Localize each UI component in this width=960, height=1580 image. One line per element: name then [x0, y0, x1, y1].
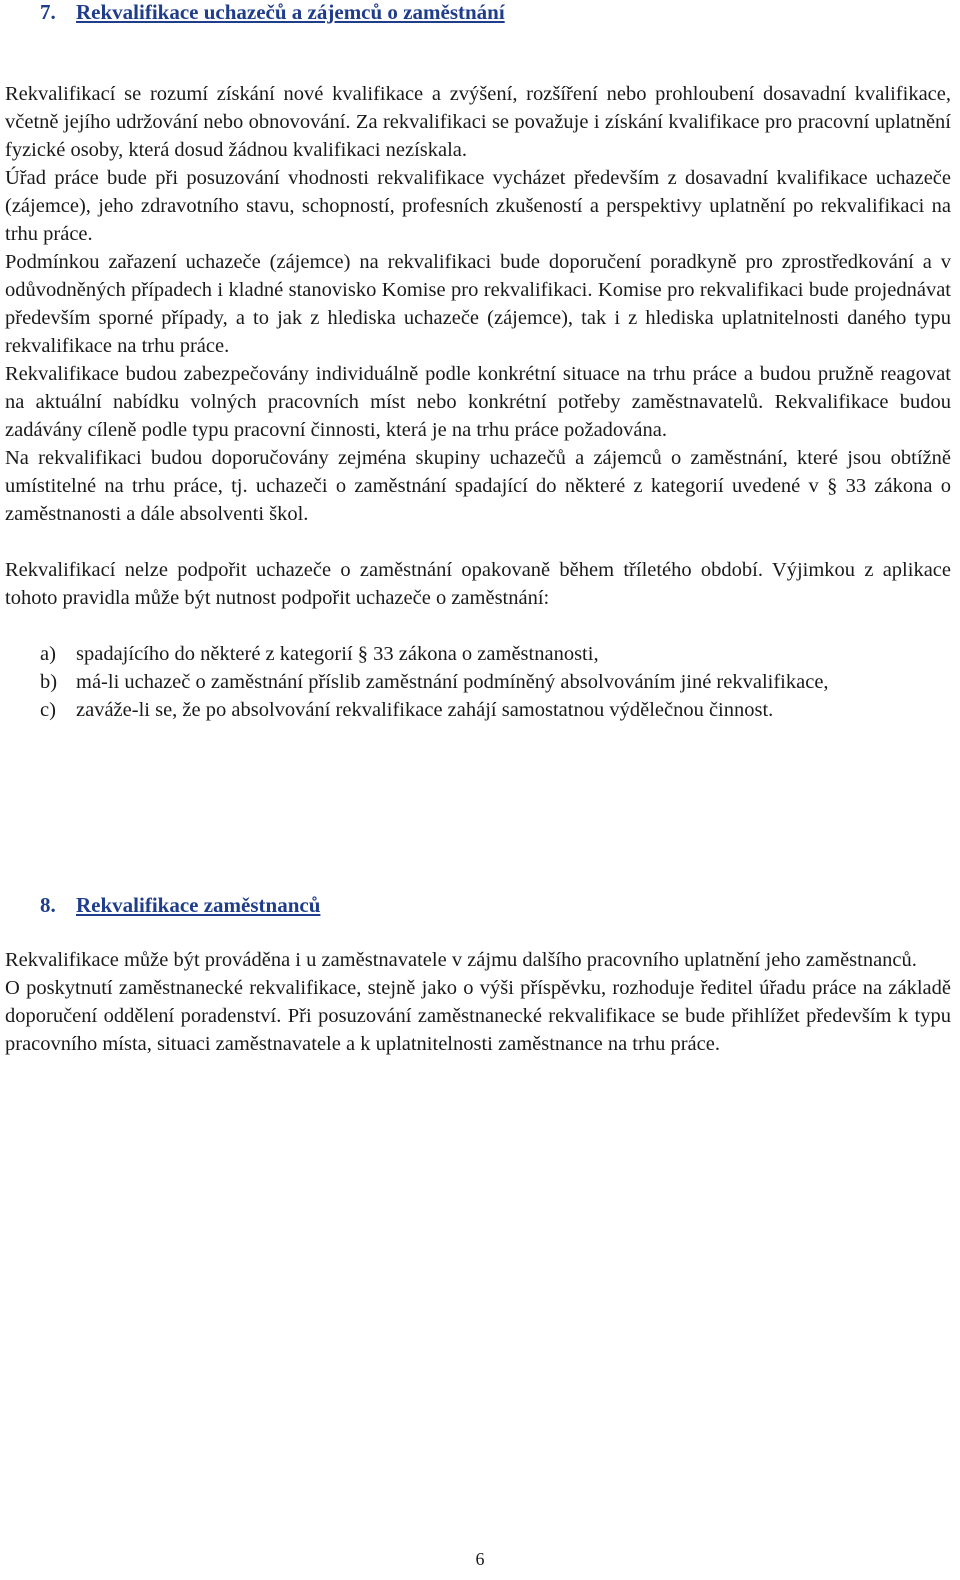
section-8-heading — [5, 891, 320, 919]
list-item-text: spadajícího do některé z kategorií § 33 zákona o zaměstnanosti, — [76, 643, 599, 665]
paragraph-target-groups: Na rekvalifikaci budou doporučovány zejména skupiny uchazečů a zájemců o zaměstnání, které jsou obtížně umístitelné na trhu práce, tj. uchazeči o zaměstnání spadající do některé z kategorií uvedené v § 33 zákona o zaměstnanosti a dále absolventi škol. — [5, 447, 951, 525]
paragraph-provision: Rekvalifikace budou zabezpečovány individuálně podle konkrétní situace na trhu práce a budou pružně reagovat na aktuální nabídku volných pracovních míst nebo konkrétní potřeby zaměstnavatelů. Rekvalifikace budou zadávány cíleně podle typu pracovní činnosti, která je na trhu práce požadována. — [5, 363, 951, 441]
section-7-number: 7. — [40, 0, 56, 24]
page-number: 6 — [475, 1549, 485, 1569]
paragraph-employer-retraining: Rekvalifikace může být prováděna i u zaměstnavatele v zájmu dalšího pracovního uplatnění jeho zaměstnanců. — [5, 949, 917, 971]
section-8-body — [5, 946, 951, 1058]
list-item — [5, 696, 951, 724]
list-marker: c) — [40, 699, 56, 721]
document-page — [5, 0, 951, 1580]
exceptions-list — [5, 640, 951, 724]
section-7-title[interactable]: Rekvalifikace uchazečů a zájemců o zaměstnání — [76, 0, 505, 24]
list-item — [5, 668, 951, 696]
paragraph-definition: Rekvalifikací se rozumí získání nové kvalifikace a zvýšení, rozšíření nebo prohloubení dosavadní kvalifikace, včetně jejího udržování nebo obnovování. Za rekvalifikaci se považuje i získání kvalifikace pro pracovní uplatnění fyzické osoby, která dosud žádnou kvalifikaci nezískala. — [5, 83, 951, 161]
list-marker: a) — [40, 643, 56, 665]
section-8-number: 8. — [40, 893, 56, 917]
paragraph-decision: O poskytnutí zaměstnanecké rekvalifikace, stejně jako o výši příspěvku, rozhoduje ředitel úřadu práce na základě doporučení oddělení poradenství. Při posuzování zaměstnanecké rekvalifikace se bude přihlížet především k typu pracovního místa, situaci zaměstnavatele a k uplatnitelnosti zaměstnance na trhu práce. — [5, 977, 951, 1055]
section-7-body — [5, 80, 951, 724]
list-marker: b) — [40, 671, 58, 693]
paragraph-conditions: Podmínkou zařazení uchazeče (zájemce) na rekvalifikaci bude doporučení poradkyně pro zprostředkování a v odůvodněných případech i kladné stanovisko Komise pro rekvalifikaci. Komise pro rekvalifikaci bude projednávat především sporné případy, a to jak z hlediska uchazeče (zájemce), tak i z hlediska uplatnitelnosti daného typu rekvalifikace na trhu práce. — [5, 251, 951, 357]
list-item-text: má-li uchazeč o zaměstnání příslib zaměstnání podmíněný absolvováním jiné rekvalifikace, — [76, 671, 829, 693]
section-7-heading — [5, 0, 505, 26]
section-8-title[interactable]: Rekvalifikace zaměstnanců — [76, 893, 321, 917]
list-item-text: zaváže-li se, že po absolvování rekvalifikace zahájí samostatnou výdělečnou činnost. — [76, 699, 774, 721]
paragraph-assessment: Úřad práce bude při posuzování vhodnosti rekvalifikace vycházet především z dosavadní kvalifikace uchazeče (zájemce), jeho zdravotního stavu, schopností, profesních zkušeností a perspektivy uplatnění po rekvalifikaci na trhu práce. — [5, 167, 951, 245]
list-item — [5, 640, 951, 668]
paragraph-repeat-rule: Rekvalifikací nelze podpořit uchazeče o zaměstnání opakovaně během tříletého období. Výjimkou z aplikace tohoto pravidla může být nutnost podpořit uchazeče o zaměstnání: — [5, 559, 951, 609]
